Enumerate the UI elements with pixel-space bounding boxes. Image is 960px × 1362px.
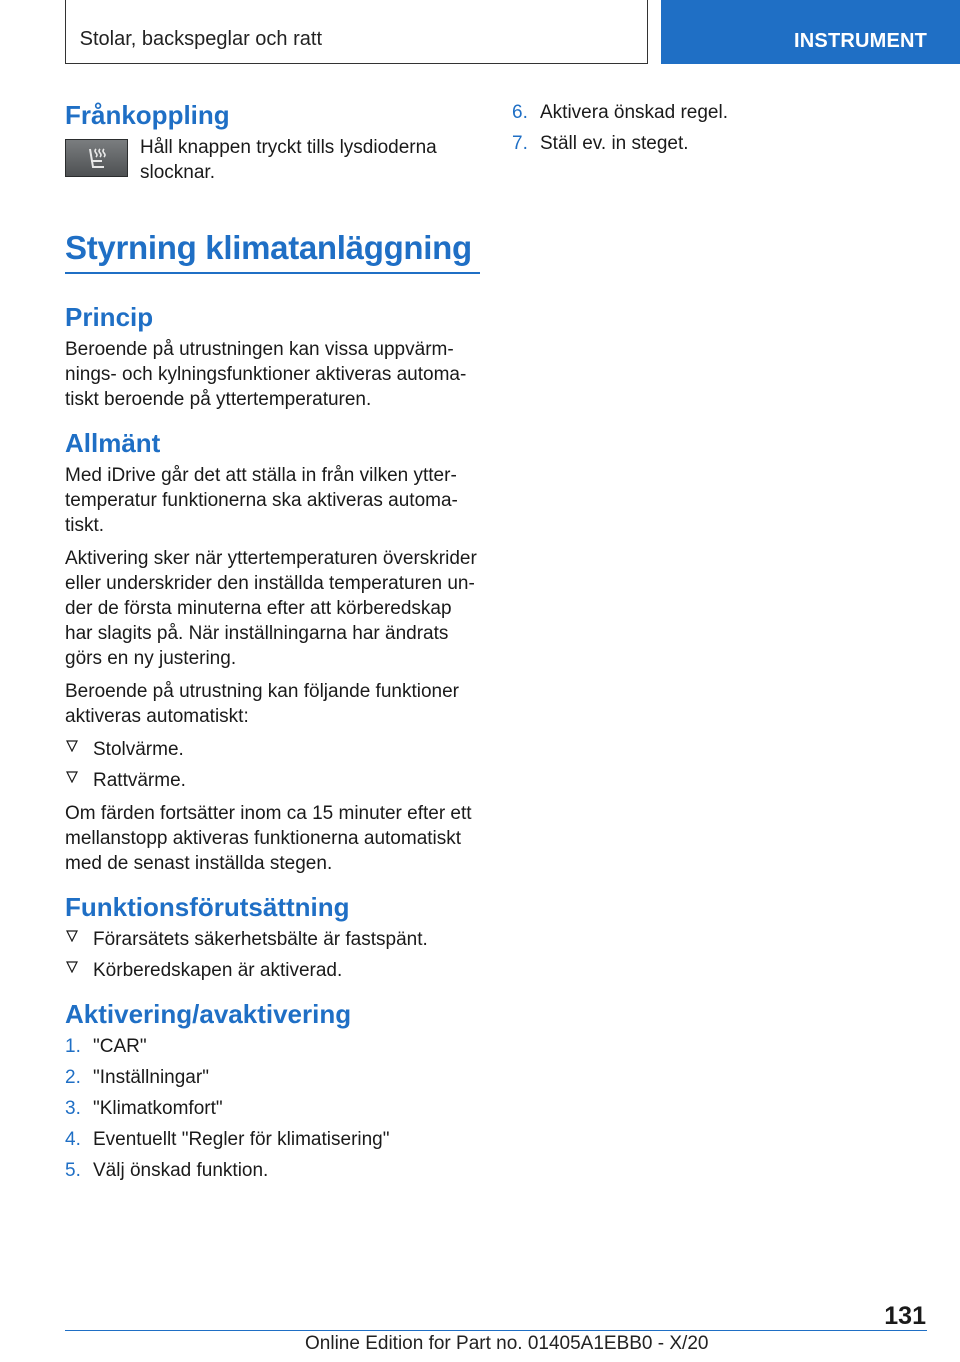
list-item <box>65 1065 480 1090</box>
step-number: 1. <box>65 1036 81 1057</box>
list-item <box>65 1096 480 1121</box>
triangle-bullet-icon <box>66 961 78 973</box>
heading-forutsattning: Funktionsförutsättning <box>65 892 350 922</box>
list-item <box>65 737 480 762</box>
step-text: Ställ ev. in steget. <box>540 133 689 154</box>
section-forutsattning <box>65 892 480 983</box>
frankoppling-text: Håll knappen tryckt tills lysdioderna slocknar. <box>140 137 437 183</box>
allmant-paragraph: Om färden fortsätter inom ca 15 minuter efter ett mellanstopp aktiveras funktionerna automatiskt med de senast inställda stegen. <box>65 803 472 874</box>
page-number: 131 <box>884 1302 926 1330</box>
step-text: Eventuellt "Regler för klimatisering" <box>93 1129 390 1150</box>
triangle-bullet-icon <box>66 930 78 942</box>
step-number: 2. <box>65 1067 81 1088</box>
left-column <box>65 100 480 1199</box>
allmant-paragraph: Med iDrive går det att ställa in från vilken yttertemperatur funktionerna ska aktiveras automatiskt. <box>65 465 458 536</box>
section-princip <box>65 302 480 412</box>
list-item-text: Rattvärme. <box>93 770 186 791</box>
heading-princip: Princip <box>65 302 154 332</box>
list-item <box>65 1127 480 1152</box>
list-item-text: Förarsätets säkerhetsbälte är fastspänt. <box>93 929 428 950</box>
page-title: Styrning klimatanläggning <box>65 229 480 274</box>
triangle-bullet-icon <box>66 740 78 752</box>
right-column <box>512 100 912 164</box>
step-text: Aktivera önskad regel. <box>540 102 728 123</box>
step-number: 4. <box>65 1129 81 1150</box>
list-item-text: Stolvärme. <box>93 739 184 760</box>
step-number: 7. <box>512 133 528 154</box>
step-text: "Inställningar" <box>93 1067 209 1088</box>
triangle-bullet-icon <box>66 771 78 783</box>
list-item <box>65 927 480 952</box>
section-aktivering <box>65 999 480 1183</box>
list-item-text: Körberedskapen är aktiverad. <box>93 960 343 981</box>
footer-divider <box>65 1330 927 1331</box>
step-number: 5. <box>65 1160 81 1181</box>
list-item <box>65 1158 480 1183</box>
footer-edition-text: Online Edition for Part no. 01405A1EBB0 - X/20 <box>305 1333 709 1354</box>
list-item <box>65 1034 480 1059</box>
button-instruction <box>65 135 480 185</box>
forutsattning-bullet-list <box>65 927 480 983</box>
heading-aktivering: Aktivering/avaktivering <box>65 999 352 1029</box>
section-allmant <box>65 428 480 876</box>
allmant-paragraph: Beroende på utrustning kan följande funktioner aktiveras automatiskt: <box>65 681 459 727</box>
list-item <box>65 768 480 793</box>
seat-heating-button-image <box>65 139 128 177</box>
allmant-paragraph: Aktivering sker när yttertemperaturen överskrider eller underskrider den inställda temperaturen under de första minuterna efter att körberedskap har slagits på. När inställningarna har ändrats görs en ny justering. <box>65 548 477 669</box>
list-item <box>65 958 480 983</box>
allmant-bullet-list <box>65 737 480 793</box>
step-text: "CAR" <box>93 1036 147 1057</box>
step-text: "Klimatkomfort" <box>93 1098 223 1119</box>
list-item <box>512 100 912 125</box>
step-number: 3. <box>65 1098 81 1119</box>
list-item <box>512 131 912 156</box>
step-text: Välj önskad funktion. <box>93 1160 269 1181</box>
section-frankoppling <box>65 100 480 185</box>
aktivering-steps-list <box>65 1034 480 1183</box>
step-number: 6. <box>512 102 528 123</box>
header-section-title: Stolar, backspeglar och ratt <box>79 28 322 50</box>
princip-text: Beroende på utrustningen kan vissa uppvärmnings- och kylningsfunktioner aktiveras automatiskt beroende på yttertemperaturen. <box>65 339 467 410</box>
heading-frankoppling: Frånkoppling <box>65 100 230 130</box>
header-chapter-tab: INSTRUMENT <box>661 0 960 64</box>
header-frame <box>65 0 648 64</box>
seat-heating-icon <box>84 145 110 171</box>
heading-allmant: Allmänt <box>65 428 161 458</box>
aktivering-steps-continued <box>512 100 912 156</box>
